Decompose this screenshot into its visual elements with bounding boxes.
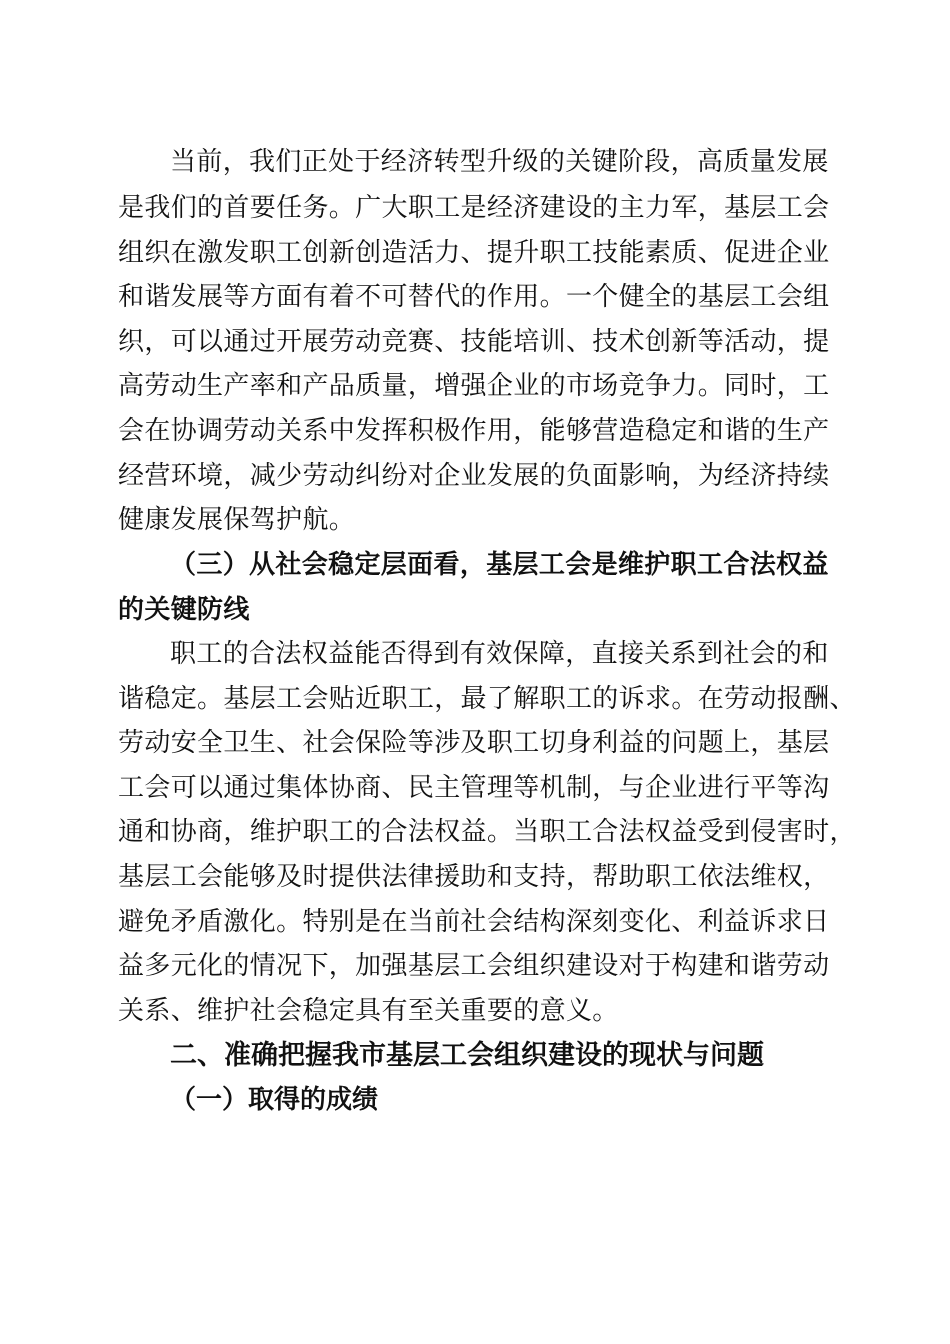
paragraph-line: 职工的合法权益能否得到有效保障，直接关系到社会的和 [170, 639, 829, 669]
paragraph-line: 组织在激发职工创新创造活力、提升职工技能素质、促进企业 [118, 238, 830, 268]
paragraph-line: 会在协调劳动关系中发挥积极作用，能够营造稳定和谐的生产 [118, 416, 830, 446]
paragraph-line: 经营环境，减少劳动纠纷对企业发展的负面影响，为经济持续 [118, 461, 830, 491]
paragraph-line: 是我们的首要任务。广大职工是经济建设的主力军，基层工会 [118, 193, 830, 223]
paragraph-line: 和谐发展等方面有着不可替代的作用。一个健全的基层工会组 [118, 282, 830, 312]
paragraph-line: 当前，我们正处于经济转型升级的关键阶段，高质量发展 [170, 147, 829, 177]
paragraph-line: 健康发展保驾护航。 [118, 505, 356, 535]
paragraph-line: 织，可以通过开展劳动竞赛、技能培训、技术创新等活动，提 [118, 327, 830, 357]
paragraph-line: 避免矛盾激化。特别是在当前社会结构深刻变化、利益诉求日 [118, 907, 830, 937]
subheading-line: 的关键防线 [118, 595, 250, 625]
paragraph-line: 通和协商，维护职工的合法权益。当职工合法权益受到侵害时， [118, 817, 856, 847]
section-heading: 二、准确把握我市基层工会组织建设的现状与问题 [170, 1040, 764, 1071]
paragraph-line: 劳动安全卫生、社会保险等涉及职工切身利益的问题上，基层 [118, 728, 830, 758]
subheading-line: （三）从社会稳定层面看，基层工会是维护职工合法权益 [170, 550, 829, 580]
paragraph-line: 高劳动生产率和产品质量，增强企业的市场竞争力。同时，工 [118, 371, 830, 401]
paragraph-line: 工会可以通过集体协商、民主管理等机制，与企业进行平等沟 [118, 773, 830, 803]
paragraph-line: 基层工会能够及时提供法律援助和支持，帮助职工依法维权， [118, 862, 830, 892]
subsection-heading: （一）取得的成绩 [170, 1085, 379, 1115]
paragraph-line: 关系、维护社会稳定具有至关重要的意义。 [118, 996, 619, 1026]
paragraph-line: 益多元化的情况下，加强基层工会组织建设对于构建和谐劳动 [118, 951, 830, 981]
paragraph-line: 谐稳定。基层工会贴近职工，最了解职工的诉求。在劳动报酬、 [118, 684, 856, 714]
